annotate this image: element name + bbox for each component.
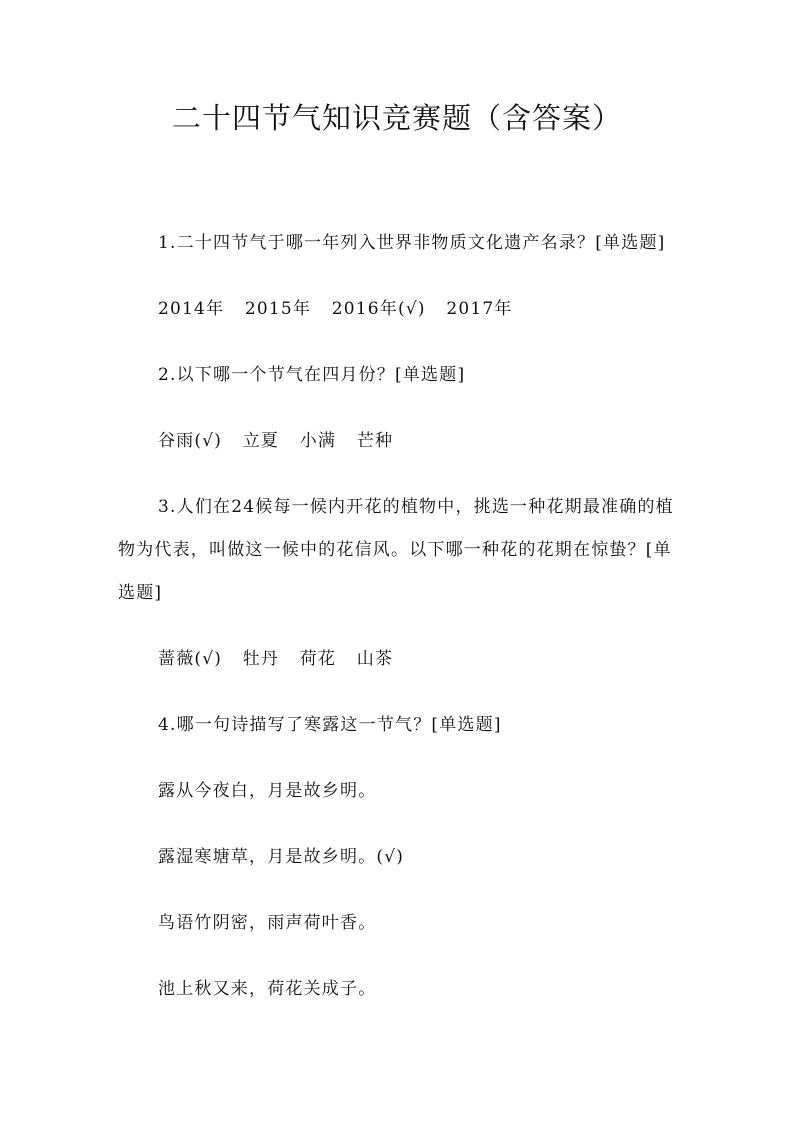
question-4: 4.哪一句诗描写了寒露这一节气？[单选题] (158, 715, 502, 735)
options-3 (118, 638, 678, 681)
option: 荷花 (299, 649, 337, 669)
document-title: 二十四节气知识竞赛题（含答案） (171, 101, 622, 135)
option: 山茶 (356, 649, 394, 669)
option: 2015年 (244, 299, 312, 319)
option: 立夏 (242, 431, 280, 451)
option: 池上秋又来，荷花关成子。 (158, 979, 377, 999)
option: 2014年 (158, 299, 225, 319)
option: 芒种 (356, 431, 394, 451)
options-1 (118, 288, 678, 331)
option-correct: 露湿寒塘草，月是故乡明。(√) (158, 847, 405, 867)
option: 2017年 (446, 299, 513, 319)
question-list (118, 222, 678, 1034)
options-2 (118, 420, 678, 463)
option: 鸟语竹阴密，雨声荷叶香。 (158, 913, 377, 933)
option-correct: 蔷薇(√) (158, 649, 223, 669)
option: 露从今夜白，月是故乡明。 (158, 781, 377, 801)
question-1: 1.二十四节气于哪一年列入世界非物质文化遗产名录？[单选题] (158, 233, 666, 253)
option: 牡丹 (242, 649, 280, 669)
question-3: 3.人们在24候每一候内开花的植物中，挑选一种花期最准确的植物为代表，叫做这一候中的花信风。以下哪一种花的花期在惊蛰？[单选题] (118, 497, 674, 603)
question-2: 2.以下哪一个节气在四月份？[单选题] (158, 365, 466, 385)
option-correct: 谷雨(√) (158, 431, 223, 451)
option-correct: 2016年(√) (331, 299, 426, 319)
option: 小满 (299, 431, 337, 451)
